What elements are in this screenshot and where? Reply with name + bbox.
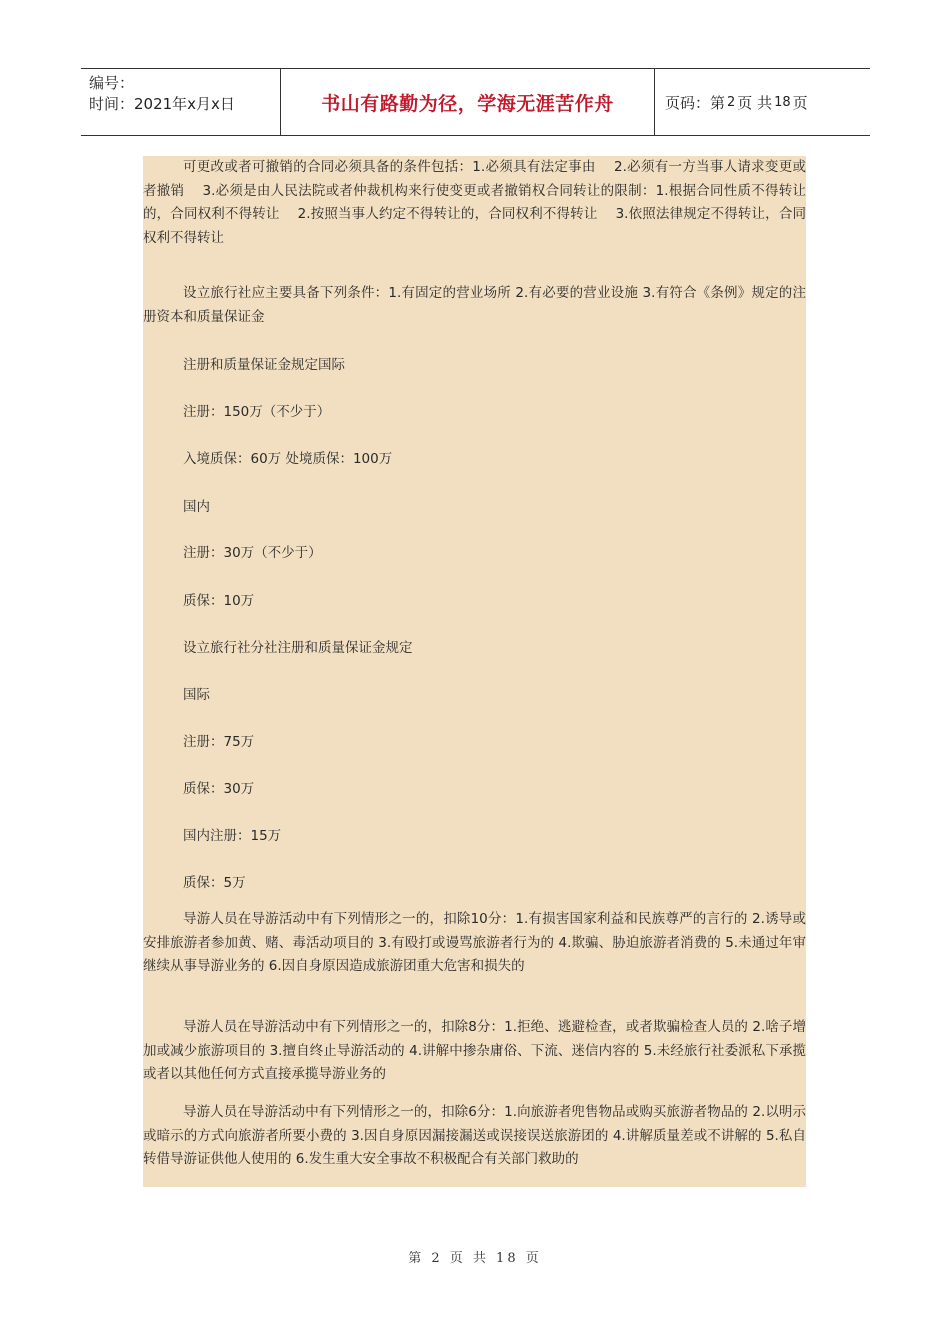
line-item: 国内注册：15万 — [183, 828, 282, 844]
page-header — [81, 68, 870, 136]
line-item: 入境质保：60万 处境质保：100万 — [183, 451, 393, 467]
header-meta — [81, 69, 281, 135]
paragraph-deduct-10: 导游人员在导游活动中有下列情形之一的，扣除10分：1.有损害国家利益和民族尊严的言行的 2.诱导或安排旅游者参加黄、赌、毒活动项目的 3.有殴打或谩骂旅游者行为的 4.欺骗、胁迫旅游者消费的 5.未通过年审继续从事导游业务的 6.因自身原因造成旅游团重大危害和损失的 — [143, 911, 806, 975]
page-footer: 第 2 页 共 18 页 — [408, 1251, 542, 1266]
number-label: 编号： — [89, 74, 135, 92]
paragraph-contract-conditions: 可更改或者可撤销的合同必须具备的条件包括：1.必须具有法定事由 2.必须有一方当事人请求变更或者撤销 3.必须是由人民法院或者仲裁机构来行使变更或者撤销权合同转让的限制：1.根据合同性质不得转让的，合同权利不得转让 2.按照当事人约定不得转让的，合同权利不得转让 3.依照法律规定不得转让，合同权利不得转让 — [143, 159, 806, 246]
line-item: 国际 — [183, 687, 210, 703]
line-item: 注册：30万（不少于） — [183, 545, 322, 561]
page-total: 18 — [774, 94, 791, 110]
paragraph-agency-conditions: 设立旅行社应主要具备下列条件：1.有固定的营业场所 2.有必要的营业设施 3.有符合《条例》规定的注册资本和质量保证金 — [143, 285, 806, 325]
line-item: 注册和质量保证金规定国际 — [183, 357, 345, 373]
paragraph-deduct-6: 导游人员在导游活动中有下列情形之一的，扣除6分：1.向旅游者兜售物品或购买旅游者物品的 2.以明示或暗示的方式向旅游者所要小费的 3.因自身原因漏接漏送或误接误送旅游团的 4.讲解质量差或不讲解的 5.私自转借导游证供他人使用的 6.发生重大安全事故不积极配合有关部门救助的 — [143, 1104, 806, 1168]
line-item: 质保：30万 — [183, 781, 255, 797]
line-item: 注册：150万（不少于） — [183, 404, 331, 420]
page-indicator: 页码：第 2 页 共 18 页 — [665, 93, 808, 112]
document-body — [143, 156, 806, 1187]
line-item: 质保：5万 — [183, 875, 246, 891]
motto: 书山有路勤为径，学海无涯苦作舟 — [281, 69, 655, 135]
line-item: 质保：10万 — [183, 593, 255, 609]
line-item: 设立旅行社分社注册和质量保证金规定 — [183, 640, 413, 656]
line-item: 注册：75万 — [183, 734, 255, 750]
date-label: 时间：2021年x月x日 — [89, 95, 235, 113]
paragraph-deduct-8: 导游人员在导游活动中有下列情形之一的，扣除8分：1.拒绝、逃避检查，或者欺骗检查人员的 2.啥子增加或减少旅游项目的 3.擅自终止导游活动的 4.讲解中掺杂庸俗、下流、迷信内容的 5.未经旅行社委派私下承揽或者以其他任何方式直接承揽导游业务的 — [143, 1019, 806, 1083]
page-current: 2 — [727, 94, 736, 110]
line-item: 国内 — [183, 499, 210, 515]
